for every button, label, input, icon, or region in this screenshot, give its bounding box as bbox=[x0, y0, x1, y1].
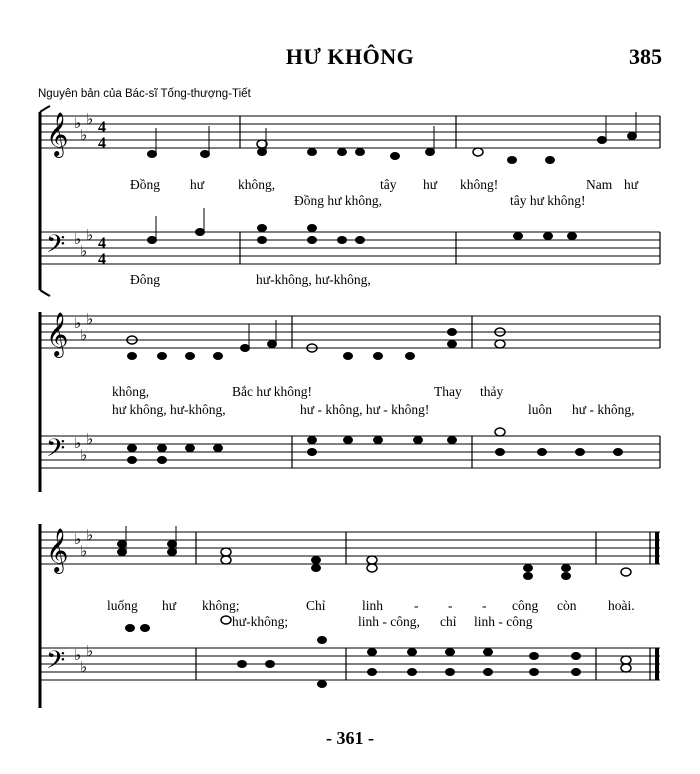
lyric-s2-7: luôn bbox=[528, 402, 553, 417]
lyric-s1-4: tây bbox=[380, 177, 397, 192]
composer-credit: Nguyên bản của Bác-sĩ Tống-thượng-Tiết bbox=[38, 88, 251, 100]
lyric-s3-2: hư bbox=[162, 598, 177, 613]
svg-text:♭: ♭ bbox=[80, 326, 88, 344]
lyric-s1-6: không! bbox=[460, 177, 499, 192]
svg-text:♭: ♭ bbox=[86, 226, 94, 244]
lyric-s1-3: không, bbox=[238, 177, 276, 192]
lyric-s3-10: còn bbox=[557, 598, 577, 613]
svg-text:♭: ♭ bbox=[74, 646, 82, 664]
bass-clef-icon: 𝄢 bbox=[46, 230, 66, 265]
svg-text:♭: ♭ bbox=[86, 310, 94, 328]
bass-clef-icon: 𝄢 bbox=[46, 646, 66, 681]
music-system-3 bbox=[0, 512, 700, 712]
svg-text:♭: ♭ bbox=[80, 242, 88, 260]
lyric-s3-14: chỉ bbox=[440, 614, 457, 629]
lyric-s1-9: Đồng hư không, bbox=[294, 193, 382, 208]
lyric-s2-1: không, bbox=[112, 384, 150, 399]
lyric-s2-5: hư không, hư-không, bbox=[112, 402, 226, 417]
lyric-s2-4: thảy bbox=[480, 384, 504, 399]
lyric-s2-6: hư - không, hư - không! bbox=[300, 402, 430, 417]
lyric-s3-8: - bbox=[482, 598, 487, 613]
lyric-s3-9: công bbox=[512, 598, 539, 613]
lyric-s1-12: hư-không, hư-không, bbox=[256, 272, 371, 287]
svg-text:♭: ♭ bbox=[80, 126, 88, 144]
lyric-s3-4: Chỉ bbox=[306, 598, 326, 613]
lyric-s3-12: hư-không; bbox=[232, 614, 289, 629]
svg-text:4: 4 bbox=[98, 235, 106, 252]
lyric-s1-1: Đồng bbox=[130, 177, 160, 192]
treble-staff bbox=[40, 116, 660, 148]
lyric-s1-11: Đông bbox=[130, 272, 160, 287]
hymn-title: HƯ KHÔNG bbox=[285, 44, 415, 69]
time-signature bbox=[98, 119, 106, 268]
lyric-s1-8: hư bbox=[624, 177, 639, 192]
lyric-s1-7: Nam bbox=[586, 177, 613, 192]
lyric-s3-7: - bbox=[448, 598, 453, 613]
treble-clef-icon: 𝄞 bbox=[46, 112, 69, 156]
treble-clef-icon: 𝄞 bbox=[46, 528, 69, 572]
page-number: - 361 - bbox=[326, 728, 374, 748]
lyric-s3-15: linh - công bbox=[474, 614, 533, 629]
lyric-s3-3: không; bbox=[202, 598, 240, 613]
lyric-s2-8: hư - không, bbox=[572, 402, 635, 417]
lyric-s3-13: linh - công, bbox=[358, 614, 420, 629]
hymn-number: 385 bbox=[629, 44, 662, 69]
svg-text:4: 4 bbox=[98, 119, 106, 136]
svg-text:♭: ♭ bbox=[86, 526, 94, 544]
lyric-s3-1: luống bbox=[107, 598, 138, 613]
lyric-s1-5: hư bbox=[423, 177, 438, 192]
svg-text:♭: ♭ bbox=[74, 530, 82, 548]
svg-text:♭: ♭ bbox=[74, 434, 82, 452]
svg-text:♭: ♭ bbox=[86, 430, 94, 448]
lyric-s2-2: Bắc hư không! bbox=[232, 384, 313, 399]
lyric-s1-10: tây hư không! bbox=[510, 193, 586, 208]
treble-clef-icon: 𝄞 bbox=[46, 312, 69, 356]
bass-clef-icon: 𝄢 bbox=[46, 434, 66, 469]
svg-text:♭: ♭ bbox=[80, 658, 88, 676]
bass-notes bbox=[148, 208, 577, 244]
svg-text:4: 4 bbox=[98, 135, 106, 152]
svg-text:♭: ♭ bbox=[74, 230, 82, 248]
lyric-s3-5: linh bbox=[362, 598, 384, 613]
svg-text:♭: ♭ bbox=[86, 110, 94, 128]
lyric-s2-3: Thay bbox=[434, 384, 462, 399]
svg-text:♭: ♭ bbox=[74, 114, 82, 132]
svg-text:♭: ♭ bbox=[80, 542, 88, 560]
svg-text:♭: ♭ bbox=[80, 446, 88, 464]
lyric-s1-2: hư bbox=[190, 177, 205, 192]
lyric-s3-11: hoài. bbox=[608, 598, 635, 613]
svg-text:♭: ♭ bbox=[74, 314, 82, 332]
svg-text:♭: ♭ bbox=[86, 642, 94, 660]
music-system-2 bbox=[0, 300, 700, 500]
bass-staff bbox=[40, 232, 660, 264]
treble-notes bbox=[148, 112, 637, 164]
lyric-s3-6: - bbox=[414, 598, 419, 613]
svg-text:4: 4 bbox=[98, 251, 106, 268]
